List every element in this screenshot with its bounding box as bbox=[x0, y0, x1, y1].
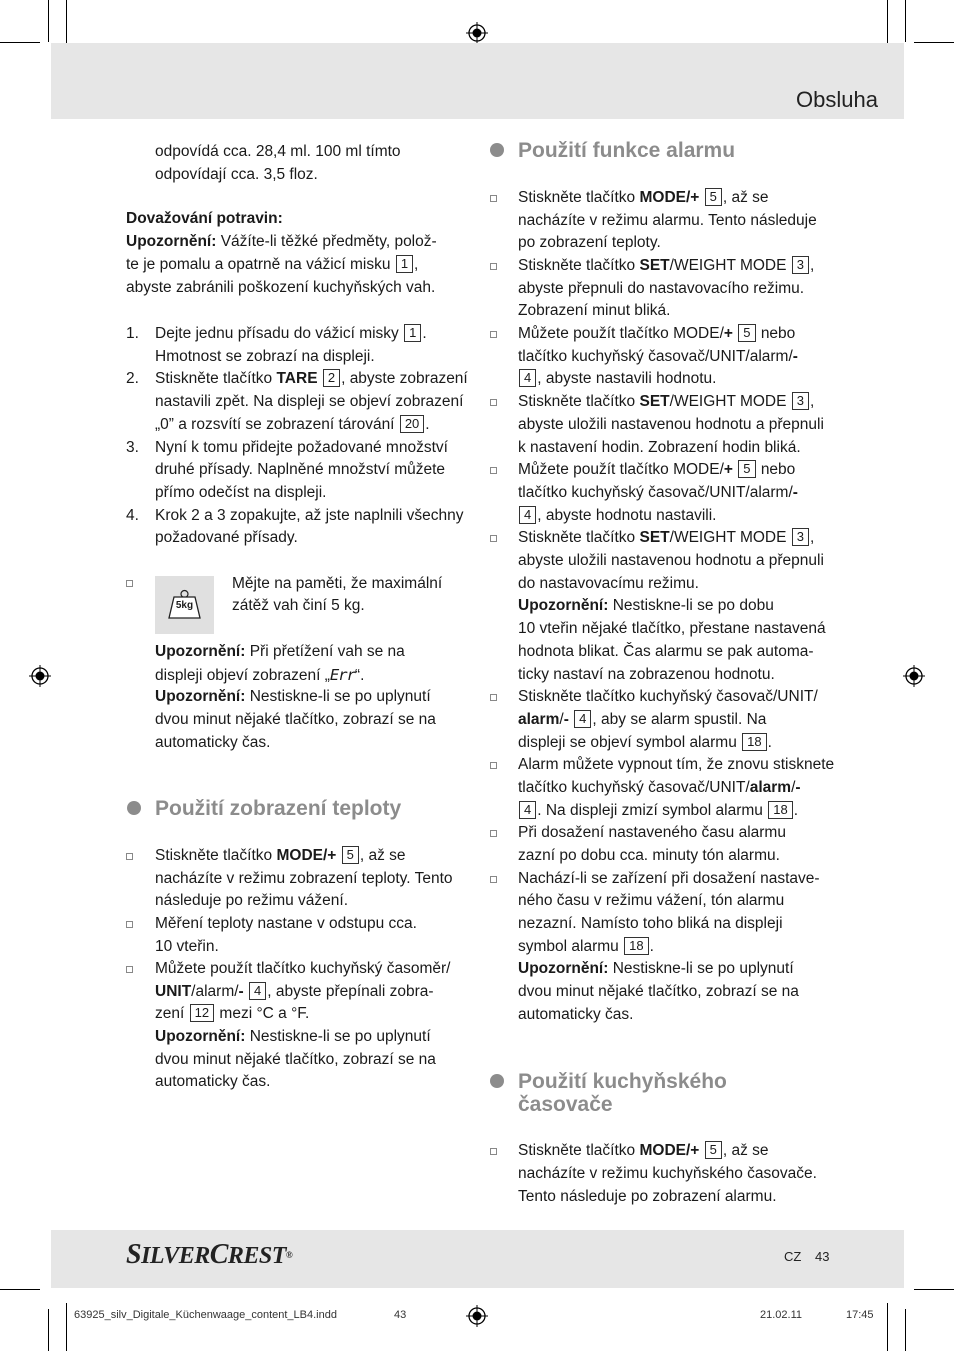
slug-time: 17:45 bbox=[846, 1309, 874, 1321]
ref-box: 18 bbox=[742, 733, 766, 751]
temp-line: UNIT/alarm/- 4 , abyste přepínali zobra- bbox=[155, 983, 434, 1000]
alarm-line: Při dosažení nastaveného času alarmu bbox=[518, 824, 786, 841]
temp-line: nacházíte v režimu zobrazení teploty. Tento bbox=[155, 870, 453, 887]
alarm-line: Upozornění: Nestiskne-li se po uplynutí bbox=[518, 960, 794, 977]
bullet-icon bbox=[490, 876, 497, 883]
crop-mark bbox=[66, 1303, 67, 1351]
ref-box: 5 bbox=[738, 324, 755, 342]
alarm-line: hodnota blikat. Čas alarmu se pak automa- bbox=[518, 643, 814, 660]
temp-line: Upozornění: Nestiskne-li se po uplynutí bbox=[155, 1028, 431, 1045]
alarm-line: 4 . Na displeji zmizí symbol alarmu 18 . bbox=[518, 800, 798, 823]
crop-mark bbox=[887, 0, 888, 48]
overload-line: displeji objeví zobrazení „Err“. bbox=[155, 666, 365, 684]
bullet-icon bbox=[126, 853, 133, 860]
step-number: 4. bbox=[126, 507, 139, 524]
alarm-line: Stiskněte tlačítko SET/WEIGHT MODE 3 , bbox=[518, 393, 815, 410]
step-line: Stiskněte tlačítko TARE 2 , abyste zobrazení bbox=[155, 370, 468, 387]
ref-box: 4 bbox=[519, 801, 536, 819]
alarm-line: zazní po dobu cca. minuty tón alarmu. bbox=[518, 847, 780, 864]
alarm-line: Můžete použít tlačítko MODE/+ 5 nebo bbox=[518, 461, 796, 478]
bullet-icon bbox=[490, 467, 497, 474]
bullet-icon bbox=[490, 1148, 497, 1155]
ref-box: 5 bbox=[705, 188, 722, 206]
crop-mark bbox=[887, 1303, 888, 1351]
registration-mark-icon bbox=[466, 22, 488, 44]
timer-heading: Použití kuchyňského bbox=[518, 1070, 727, 1093]
alarm-line: 10 vteřin nějaké tlačítko, přestane nastavená bbox=[518, 620, 826, 637]
ref-box: 3 bbox=[792, 256, 809, 274]
tare-note-line: Upozornění: Vážíte-li těžké předměty, polož- bbox=[126, 233, 437, 250]
alarm-line: Stiskněte tlačítko kuchyňský časovač/UNIT/ bbox=[518, 688, 818, 705]
alarm-line: Upozornění: Nestiskne-li se po dobu bbox=[518, 597, 774, 614]
section-bullet-icon bbox=[490, 143, 504, 157]
ref-box: 4 bbox=[249, 982, 266, 1000]
ref-box: 5 bbox=[705, 1141, 722, 1159]
slug-page: 43 bbox=[394, 1309, 407, 1321]
alarm-line: ticky nastaví na zobrazenou hodnotu. bbox=[518, 666, 775, 683]
ref-box: 5 bbox=[738, 460, 755, 478]
alarm-line: displeji se objeví symbol alarmu 18 . bbox=[518, 734, 772, 751]
crop-mark bbox=[914, 42, 954, 43]
bullet-icon bbox=[490, 195, 497, 202]
crop-mark bbox=[905, 0, 906, 42]
alarm-line: abyste uložili nastavenou hodnotu a přepnuli bbox=[518, 416, 824, 433]
max-load-line: Mějte na paměti, že maximální bbox=[232, 575, 443, 592]
step-line: požadované přísady. bbox=[155, 529, 298, 546]
bullet-icon bbox=[490, 263, 497, 270]
step-number: 2. bbox=[126, 370, 139, 387]
max-load-line: zátěž vah činí 5 kg. bbox=[232, 597, 365, 614]
ref-box: 4 bbox=[574, 710, 591, 728]
slug-filename: 63925_silv_Digitale_Küchenwaage_content_LB4.indd bbox=[74, 1309, 337, 1321]
temp-line: následuje po režimu vážení. bbox=[155, 892, 349, 909]
alarm-line: tlačítko kuchyňský časovač/UNIT/alarm/- bbox=[518, 348, 798, 365]
step-number: 1. bbox=[126, 325, 139, 342]
alarm-line: Stiskněte tlačítko MODE/+ 5 , až se bbox=[518, 189, 769, 206]
alarm-heading: Použití funkce alarmu bbox=[518, 139, 736, 162]
tare-note-line: abyste zabránili poškození kuchyňských vah. bbox=[126, 279, 436, 296]
bullet-icon bbox=[490, 830, 497, 837]
registration-mark-icon bbox=[466, 1305, 488, 1327]
alarm-line: Stiskněte tlačítko SET/WEIGHT MODE 3 , bbox=[518, 529, 815, 546]
section-bullet-icon bbox=[490, 1074, 504, 1088]
ref-box: 18 bbox=[624, 937, 648, 955]
ref-box: 2 bbox=[323, 369, 340, 387]
tare-title: Dovažování potravin: bbox=[126, 210, 283, 227]
page-number: 43 bbox=[815, 1249, 830, 1264]
intro-line: odpovídají cca. 3,5 floz. bbox=[155, 166, 318, 183]
auto-time-line: automaticky čas. bbox=[155, 734, 271, 751]
bullet-icon bbox=[126, 921, 133, 928]
step-line: přímo odečíst na displeji. bbox=[155, 484, 327, 501]
alarm-line: Stiskněte tlačítko SET/WEIGHT MODE 3 , bbox=[518, 257, 815, 274]
timer-line: Tento následuje po zobrazení alarmu. bbox=[518, 1188, 777, 1205]
ref-box: 4 bbox=[519, 506, 536, 524]
registration-mark-icon bbox=[29, 665, 51, 687]
crop-mark bbox=[905, 1309, 906, 1351]
temp-line: Můžete použít tlačítko kuchyňský časoměr/ bbox=[155, 960, 451, 977]
auto-time-line: dvou minut nějaké tlačítko, zobrazí se na bbox=[155, 711, 436, 728]
ref-box: 3 bbox=[792, 392, 809, 410]
step-line: Krok 2 a 3 zopakujte, až jste naplnili všechny bbox=[155, 507, 464, 524]
alarm-line: Alarm můžete vypnout tím, že znovu stisknete bbox=[518, 756, 835, 773]
bullet-icon bbox=[490, 762, 497, 769]
step-line: druhé přísady. Naplněné množství můžete bbox=[155, 461, 446, 478]
alarm-line: Nachází-li se zařízení při dosažení nastave- bbox=[518, 870, 820, 887]
crop-mark bbox=[48, 0, 49, 42]
step-line: Nyní k tomu přidejte požadované množství bbox=[155, 439, 448, 456]
crop-mark bbox=[48, 1309, 49, 1351]
tare-note-line: te je pomalu a opatrně na vážicí misku 1 , bbox=[126, 256, 419, 273]
temp-line: zení 12 mezi °C a °F. bbox=[155, 1005, 310, 1022]
intro-line: odpovídá cca. 28,4 ml. 100 ml tímto bbox=[155, 143, 401, 160]
weight-icon-label: 5kg bbox=[175, 600, 194, 611]
temp-line: dvou minut nějaké tlačítko, zobrazí se na bbox=[155, 1051, 436, 1068]
step-line: nastavili zpět. Na displeji se objeví zobrazení bbox=[155, 393, 464, 410]
page-title: Obsluha bbox=[796, 87, 878, 112]
alarm-line: k nastavení hodin. Zobrazení hodin bliká. bbox=[518, 439, 801, 456]
alarm-line: Můžete použít tlačítko MODE/+ 5 nebo bbox=[518, 325, 796, 342]
header-band bbox=[51, 43, 904, 119]
ref-box: 18 bbox=[768, 801, 792, 819]
temp-line: Měření teploty nastane v odstupu cca. bbox=[155, 915, 417, 932]
section-bullet-icon bbox=[127, 801, 141, 815]
ref-box: 3 bbox=[792, 528, 809, 546]
alarm-line: tlačítko kuchyňský časovač/UNIT/alarm/- bbox=[518, 484, 798, 501]
alarm-line: nacházíte v režimu alarmu. Tento následuje bbox=[518, 212, 817, 229]
registration-mark-icon bbox=[903, 665, 925, 687]
ref-box: 5 bbox=[342, 846, 359, 864]
crop-mark bbox=[66, 0, 67, 48]
bullet-icon bbox=[126, 580, 133, 587]
ref-box: 1 bbox=[396, 255, 413, 273]
step-number: 3. bbox=[126, 439, 139, 456]
bullet-icon bbox=[490, 331, 497, 338]
alarm-line: tlačítko kuchyňský časovač/UNIT/alarm/- bbox=[518, 779, 801, 796]
alarm-line: symbol alarmu 18 . bbox=[518, 938, 654, 955]
alarm-line: 4 , abyste hodnotu nastavili. bbox=[518, 505, 716, 528]
timer-line: Stiskněte tlačítko MODE/+ 5 , až se bbox=[518, 1142, 769, 1159]
alarm-line: nezazní. Namísto toho bliká na displeji bbox=[518, 915, 783, 932]
crop-mark bbox=[0, 1289, 40, 1290]
bullet-icon bbox=[490, 694, 497, 701]
alarm-line: ného času v režimu vážení, tón alarmu bbox=[518, 892, 785, 909]
step-line: Hmotnost se zobrazí na displeji. bbox=[155, 348, 375, 365]
alarm-line: po zobrazení teploty. bbox=[518, 234, 661, 251]
temp-heading: Použití zobrazení teploty bbox=[155, 797, 402, 820]
crop-mark bbox=[914, 1289, 954, 1290]
alarm-line: Zobrazení minut bliká. bbox=[518, 302, 671, 319]
ref-box: 20 bbox=[400, 415, 424, 433]
brand-logo: SILVERCREST® bbox=[126, 1239, 293, 1270]
crop-mark bbox=[0, 42, 40, 43]
ref-box: 12 bbox=[190, 1004, 214, 1022]
alarm-line: do nastavovacímu režimu. bbox=[518, 575, 699, 592]
overload-line: Upozornění: Při přetížení vah se na bbox=[155, 643, 405, 660]
alarm-line: automaticky čas. bbox=[518, 1006, 634, 1023]
bullet-icon bbox=[490, 399, 497, 406]
ref-box: 1 bbox=[404, 324, 421, 342]
timer-heading: časovače bbox=[518, 1093, 613, 1116]
alarm-line: abyste přepnuli do nastavovacího režimu. bbox=[518, 280, 805, 297]
language-code: CZ bbox=[784, 1249, 802, 1264]
slug-date: 21.02.11 bbox=[760, 1309, 803, 1321]
step-line: Dejte jednu přísadu do vážicí misky 1 . bbox=[155, 325, 427, 342]
step-line: „0” a rozsvítí se zobrazení tárování 20 . bbox=[155, 416, 430, 433]
alarm-line: abyste uložili nastavenou hodnotu a přepnuli bbox=[518, 552, 824, 569]
alarm-line: 4 , abyste nastavili hodnotu. bbox=[518, 368, 716, 391]
temp-line: 10 vteřin. bbox=[155, 938, 219, 955]
alarm-line: dvou minut nějaké tlačítko, zobrazí se na bbox=[518, 983, 799, 1000]
temp-line: automaticky čas. bbox=[155, 1073, 271, 1090]
timer-line: nacházíte v režimu kuchyňského časovače. bbox=[518, 1165, 817, 1182]
auto-time-line: Upozornění: Nestiskne-li se po uplynutí bbox=[155, 688, 431, 705]
bullet-icon bbox=[126, 966, 133, 973]
ref-box: 4 bbox=[519, 369, 536, 387]
err-display: Err bbox=[329, 666, 355, 684]
bullet-icon bbox=[490, 535, 497, 542]
weight-icon bbox=[155, 576, 214, 634]
alarm-line: alarm/- 4 , aby se alarm spustil. Na bbox=[518, 711, 767, 728]
temp-line: Stiskněte tlačítko MODE/+ 5 , až se bbox=[155, 847, 406, 864]
